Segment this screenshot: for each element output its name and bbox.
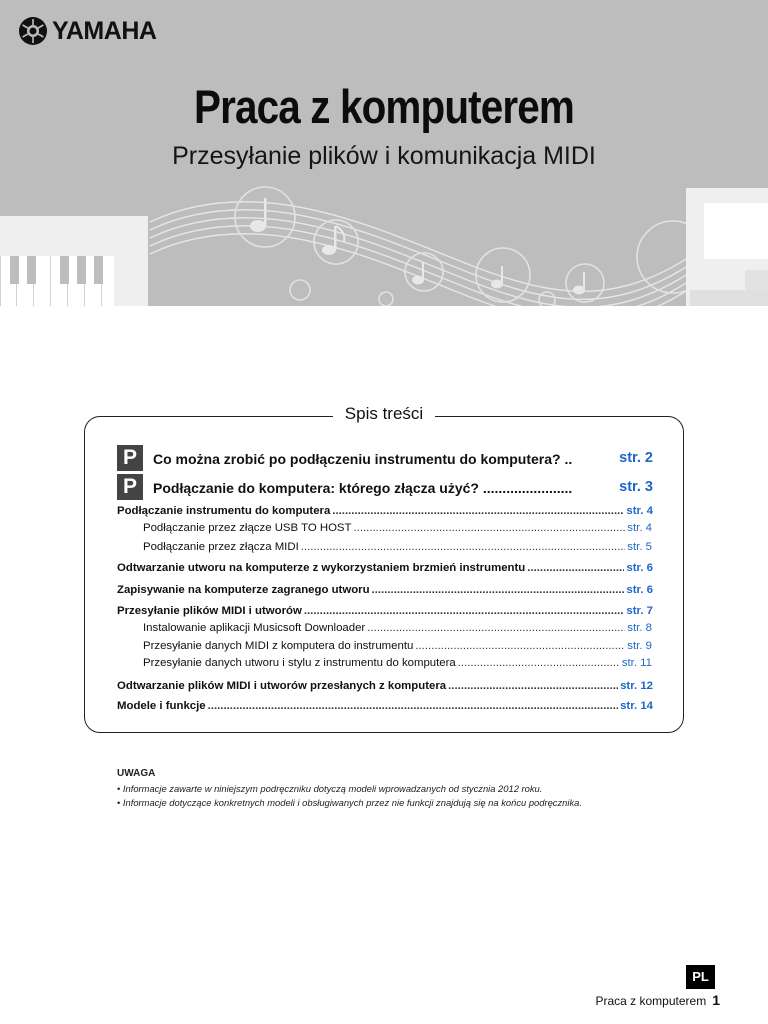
- toc-page-link[interactable]: str. 14: [620, 700, 653, 712]
- toc-entry-text: Przesyłanie danych utworu i stylu z instrumentu do komputera: [143, 657, 456, 669]
- yamaha-tuning-forks-icon: [18, 16, 48, 46]
- toc-featured-text: Podłączanie do komputera: którego złącza użyć? .......................: [153, 480, 573, 496]
- header-band: [0, 0, 768, 306]
- toc-entry-text: Odtwarzanie plików MIDI i utworów przesłanych z komputera: [117, 680, 447, 692]
- page-footer: [595, 992, 720, 1008]
- note-item: • Informacje dotyczące konkretnych modeli i obsługiwanych przez nie funkcji znajdują się na końcu podręcznika.: [117, 796, 677, 810]
- leader-dots: [304, 605, 625, 617]
- toc-page-link[interactable]: str. 4: [627, 522, 652, 534]
- toc-entry-text: Instalowanie aplikacji Musicsoft Downloader: [143, 622, 366, 634]
- leader-dots: [367, 622, 625, 634]
- toc-entry[interactable]: [117, 562, 653, 578]
- toc-entry-text: Zapisywanie na komputerze zagranego utworu: [117, 584, 370, 596]
- toc-entry[interactable]: [117, 505, 653, 521]
- toc-subentry[interactable]: [143, 622, 652, 638]
- page-title: Praca z komputerem: [194, 80, 574, 133]
- toc-subentry[interactable]: [143, 640, 652, 656]
- toc-page-link[interactable]: str. 4: [626, 505, 653, 517]
- piano-keys-icon: [0, 216, 148, 306]
- yamaha-logo-text: YAMAHA: [52, 16, 157, 45]
- toc-featured-page-link[interactable]: str. 2: [619, 450, 653, 466]
- toc-subentry[interactable]: [143, 522, 652, 538]
- leader-dots: [415, 640, 625, 652]
- toc-heading: Spis treści: [333, 404, 435, 423]
- toc-entry-text: Przesyłanie danych MIDI z komputera do instrumentu: [143, 640, 414, 652]
- toc-entry-text: Podłączanie przez złącze USB TO HOST: [143, 522, 352, 534]
- toc-entry-text: Podłączanie przez złącza MIDI: [143, 541, 299, 553]
- toc-page-link[interactable]: str. 6: [626, 562, 653, 574]
- toc-entry[interactable]: [117, 584, 653, 600]
- toc-featured-page-link[interactable]: str. 3: [619, 479, 653, 495]
- toc-entry-text: Przesyłanie plików MIDI i utworów: [117, 605, 302, 617]
- note-title: UWAGA: [117, 768, 156, 779]
- toc-subentry[interactable]: [143, 541, 652, 557]
- computer-monitor-icon: [686, 188, 768, 306]
- note-section: [117, 768, 677, 810]
- toc-entry-text: Odtwarzanie utworu na komputerze z wykorzystaniem brzmień instrumentu: [117, 562, 526, 574]
- p-badge-icon: P: [117, 474, 143, 500]
- toc-entry[interactable]: [117, 680, 653, 696]
- toc-page-link[interactable]: str. 5: [627, 541, 652, 553]
- toc-heading-wrap: [0, 404, 768, 424]
- leader-dots: [527, 562, 624, 574]
- leader-dots: [448, 680, 618, 692]
- leader-dots: [332, 505, 624, 517]
- toc-featured-item[interactable]: [117, 474, 653, 500]
- toc-page-link[interactable]: str. 11: [621, 657, 652, 669]
- toc-entry[interactable]: [117, 700, 653, 716]
- leader-dots: [458, 657, 620, 669]
- toc-entry-text: Modele i funkcje: [117, 700, 206, 712]
- toc-subentry[interactable]: [143, 657, 652, 673]
- toc-page-link[interactable]: str. 6: [626, 584, 653, 596]
- leader-dots: [301, 541, 626, 553]
- toc-page-link[interactable]: str. 9: [627, 640, 652, 652]
- toc-page-link[interactable]: str. 12: [620, 680, 653, 692]
- page-number: 1: [712, 992, 720, 1008]
- note-circles-icon: [235, 187, 709, 306]
- yamaha-logo: [18, 16, 156, 46]
- toc-entry[interactable]: [117, 605, 653, 621]
- toc-featured-text: Co można zrobić po podłączeniu instrumentu do komputera? ..: [153, 451, 573, 467]
- toc-entry-text: Podłączanie instrumentu do komputera: [117, 505, 331, 517]
- footer-doc-title: Praca z komputerem: [595, 994, 707, 1008]
- page-subtitle: Przesyłanie plików i komunikacja MIDI: [172, 142, 596, 170]
- note-item: • Informacje zawarte w niniejszym podręczniku dotyczą modeli wprowadzanych od stycznia 2012 roku.: [117, 782, 677, 796]
- leader-dots: [208, 700, 618, 712]
- toc-featured-item[interactable]: [117, 445, 653, 471]
- leader-dots: [354, 522, 626, 534]
- toc-page-link[interactable]: str. 7: [626, 605, 653, 617]
- language-tag: PL: [686, 965, 715, 989]
- p-badge-icon: P: [117, 445, 143, 471]
- leader-dots: [372, 584, 625, 596]
- toc-page-link[interactable]: str. 8: [627, 622, 652, 634]
